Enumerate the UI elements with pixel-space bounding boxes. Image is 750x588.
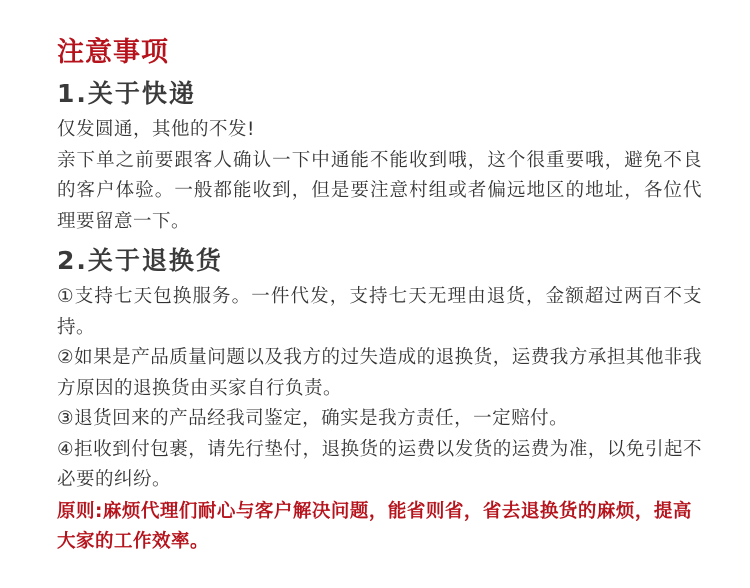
section-shipping bbox=[57, 76, 702, 237]
shipping-paragraph: 亲下单之前要跟客人确认一下中通能不能收到哦，这个很重要哦，避免不良的客户体验。一般都能收到，但是要注意村组或者偏远地区的地址，各位代理要留意一下。 bbox=[57, 149, 702, 232]
returns-paragraph: ④拒收到付包裹，请先行垫付，退换货的运费以发货的运费为准，以免引起不必要的纠纷。 bbox=[57, 438, 702, 490]
section-returns bbox=[57, 243, 702, 496]
page-title: 注意事项 bbox=[57, 37, 169, 68]
section-heading-shipping: 1.关于快递 bbox=[57, 79, 196, 108]
returns-paragraph: ②如果是产品质量问题以及我方的过失造成的退换货，运费我方承担其他非我方原因的退换货由买家自行负责。 bbox=[57, 347, 702, 399]
principle-note: 原则:麻烦代理们耐心与客户解决问题，能省则省，省去退换货的麻烦，提高大家的工作效率。 bbox=[57, 500, 692, 552]
notice-document bbox=[57, 34, 702, 558]
shipping-paragraph: 仅发圆通，其他的不发! bbox=[57, 119, 255, 140]
returns-paragraph: ③退货回来的产品经我司鉴定，确实是我方责任，一定赔付。 bbox=[57, 408, 569, 429]
returns-paragraph: ①支持七天包换服务。一件代发，支持七天无理由退货，金额超过两百不支持。 bbox=[57, 286, 702, 338]
section-heading-returns: 2.关于退换货 bbox=[57, 246, 223, 275]
